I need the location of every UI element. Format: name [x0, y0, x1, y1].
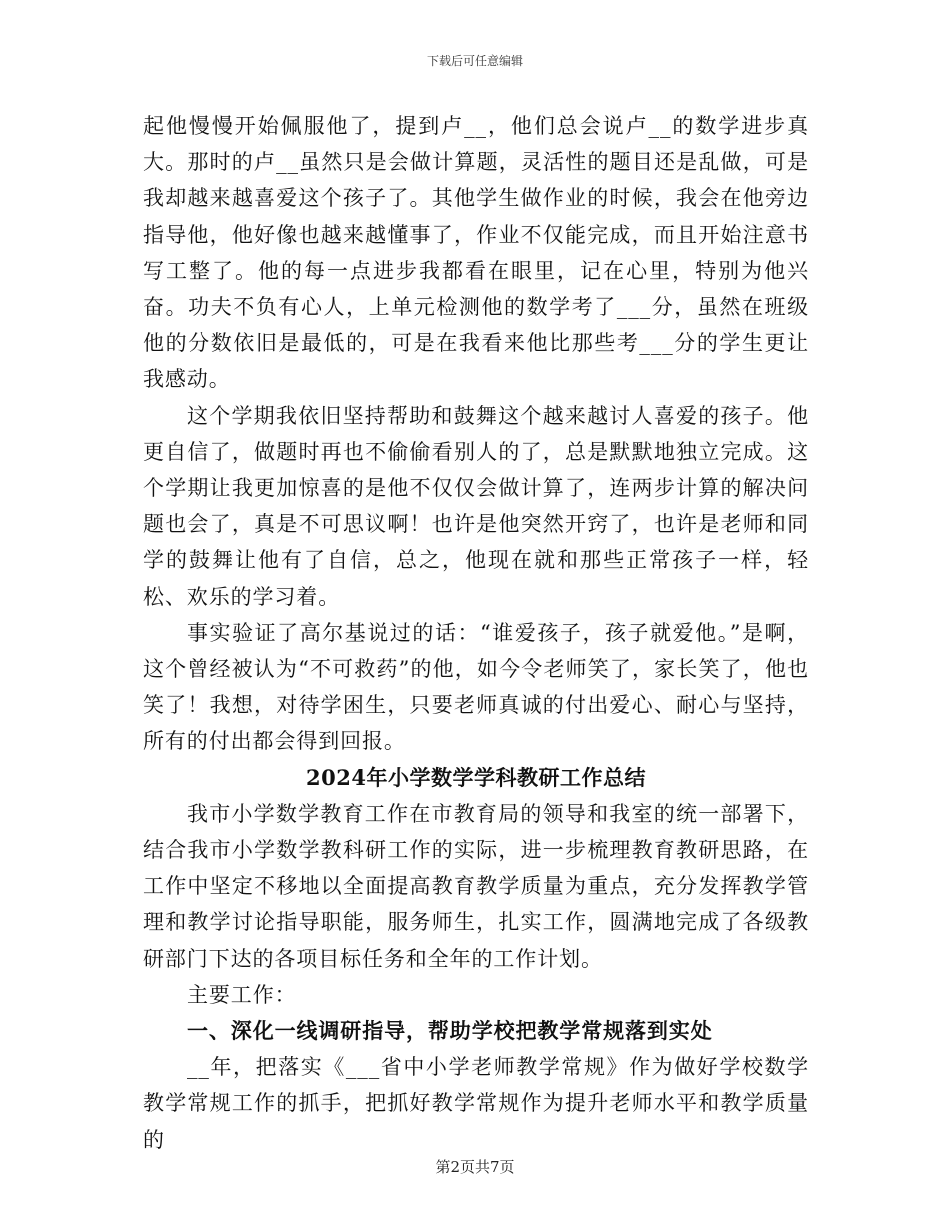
paragraph-main-work-label: 主要工作：	[187, 982, 297, 1007]
section-heading-1: 一、深化一线调研指导，帮助学校把教学常规落到实处	[187, 1019, 713, 1044]
paragraph-intro: 我市小学数学教育工作在市教育局的领导和我室的统一部署下，结合我市小学数学教科研工作的实际，进一步梳理教育教研思路，在工作中坚定不移地以全面提高教育教学质量为重点，充分发挥教学管理和教学讨论指导职能，服务师生，扎实工作，圆满地完成了各级教研部门下达的各项目标任务和全年的工作计划。	[143, 801, 809, 971]
paragraph-this-semester: 这个学期我依旧坚持帮助和鼓舞这个越来越讨人喜爱的孩子。他更自信了，做题时再也不偷偷看别人的了，总是默默地独立完成。这个学期让我更加惊喜的是他不仅仅会做计算了，连两步计算的解决问题也会了，真是不可思议啊！也许是他突然开窍了，也许是老师和同学的鼓舞让他有了自信，总之，他现在就和那些正常孩子一样，轻松、欢乐的学习着。	[143, 403, 809, 609]
document-body	[143, 108, 809, 1158]
paragraph-continued: 起他慢慢开始佩服他了，提到卢__，他们总会说卢__的数学进步真大。那时的卢__虽然只是会做计算题，灵活性的题目还是乱做，可是我却越来越喜爱这个孩子了。其他学生做作业的时候，我会在他旁边指导他，他好像也越来越懂事了，作业不仅能完成，而且开始注意书写工整了。他的每一点进步我都看在眼里，记在心里，特别为他兴奋。功夫不负有心人，上单元检测他的数学考了___分，虽然在班级他的分数依旧是最低的，可是在我看来他比那些考___分的学生更让我感动。	[143, 114, 809, 392]
page-number: 第2页共7页	[435, 1158, 515, 1176]
paragraph-conclusion: 事实验证了高尔基说过的话：“谁爱孩子，孩子就爱他。”是啊，这个曾经被认为“不可救药”的他，如今令老师笑了，家长笑了，他也笑了！我想，对待学困生，只要老师真诚的付出爱心、耐心与坚持，所有的付出都会得到回报。	[143, 620, 809, 754]
paragraph-section-1: __年，把落实《___省中小学老师教学常规》作为做好学校数学教学常规工作的抓手，把抓好教学常规作为提升老师水平和教学质量的	[143, 1055, 809, 1152]
document-title: 2024年小学数学学科教研工作总结	[306, 764, 646, 790]
page-header-note: 下载后可任意编辑	[426, 54, 523, 68]
